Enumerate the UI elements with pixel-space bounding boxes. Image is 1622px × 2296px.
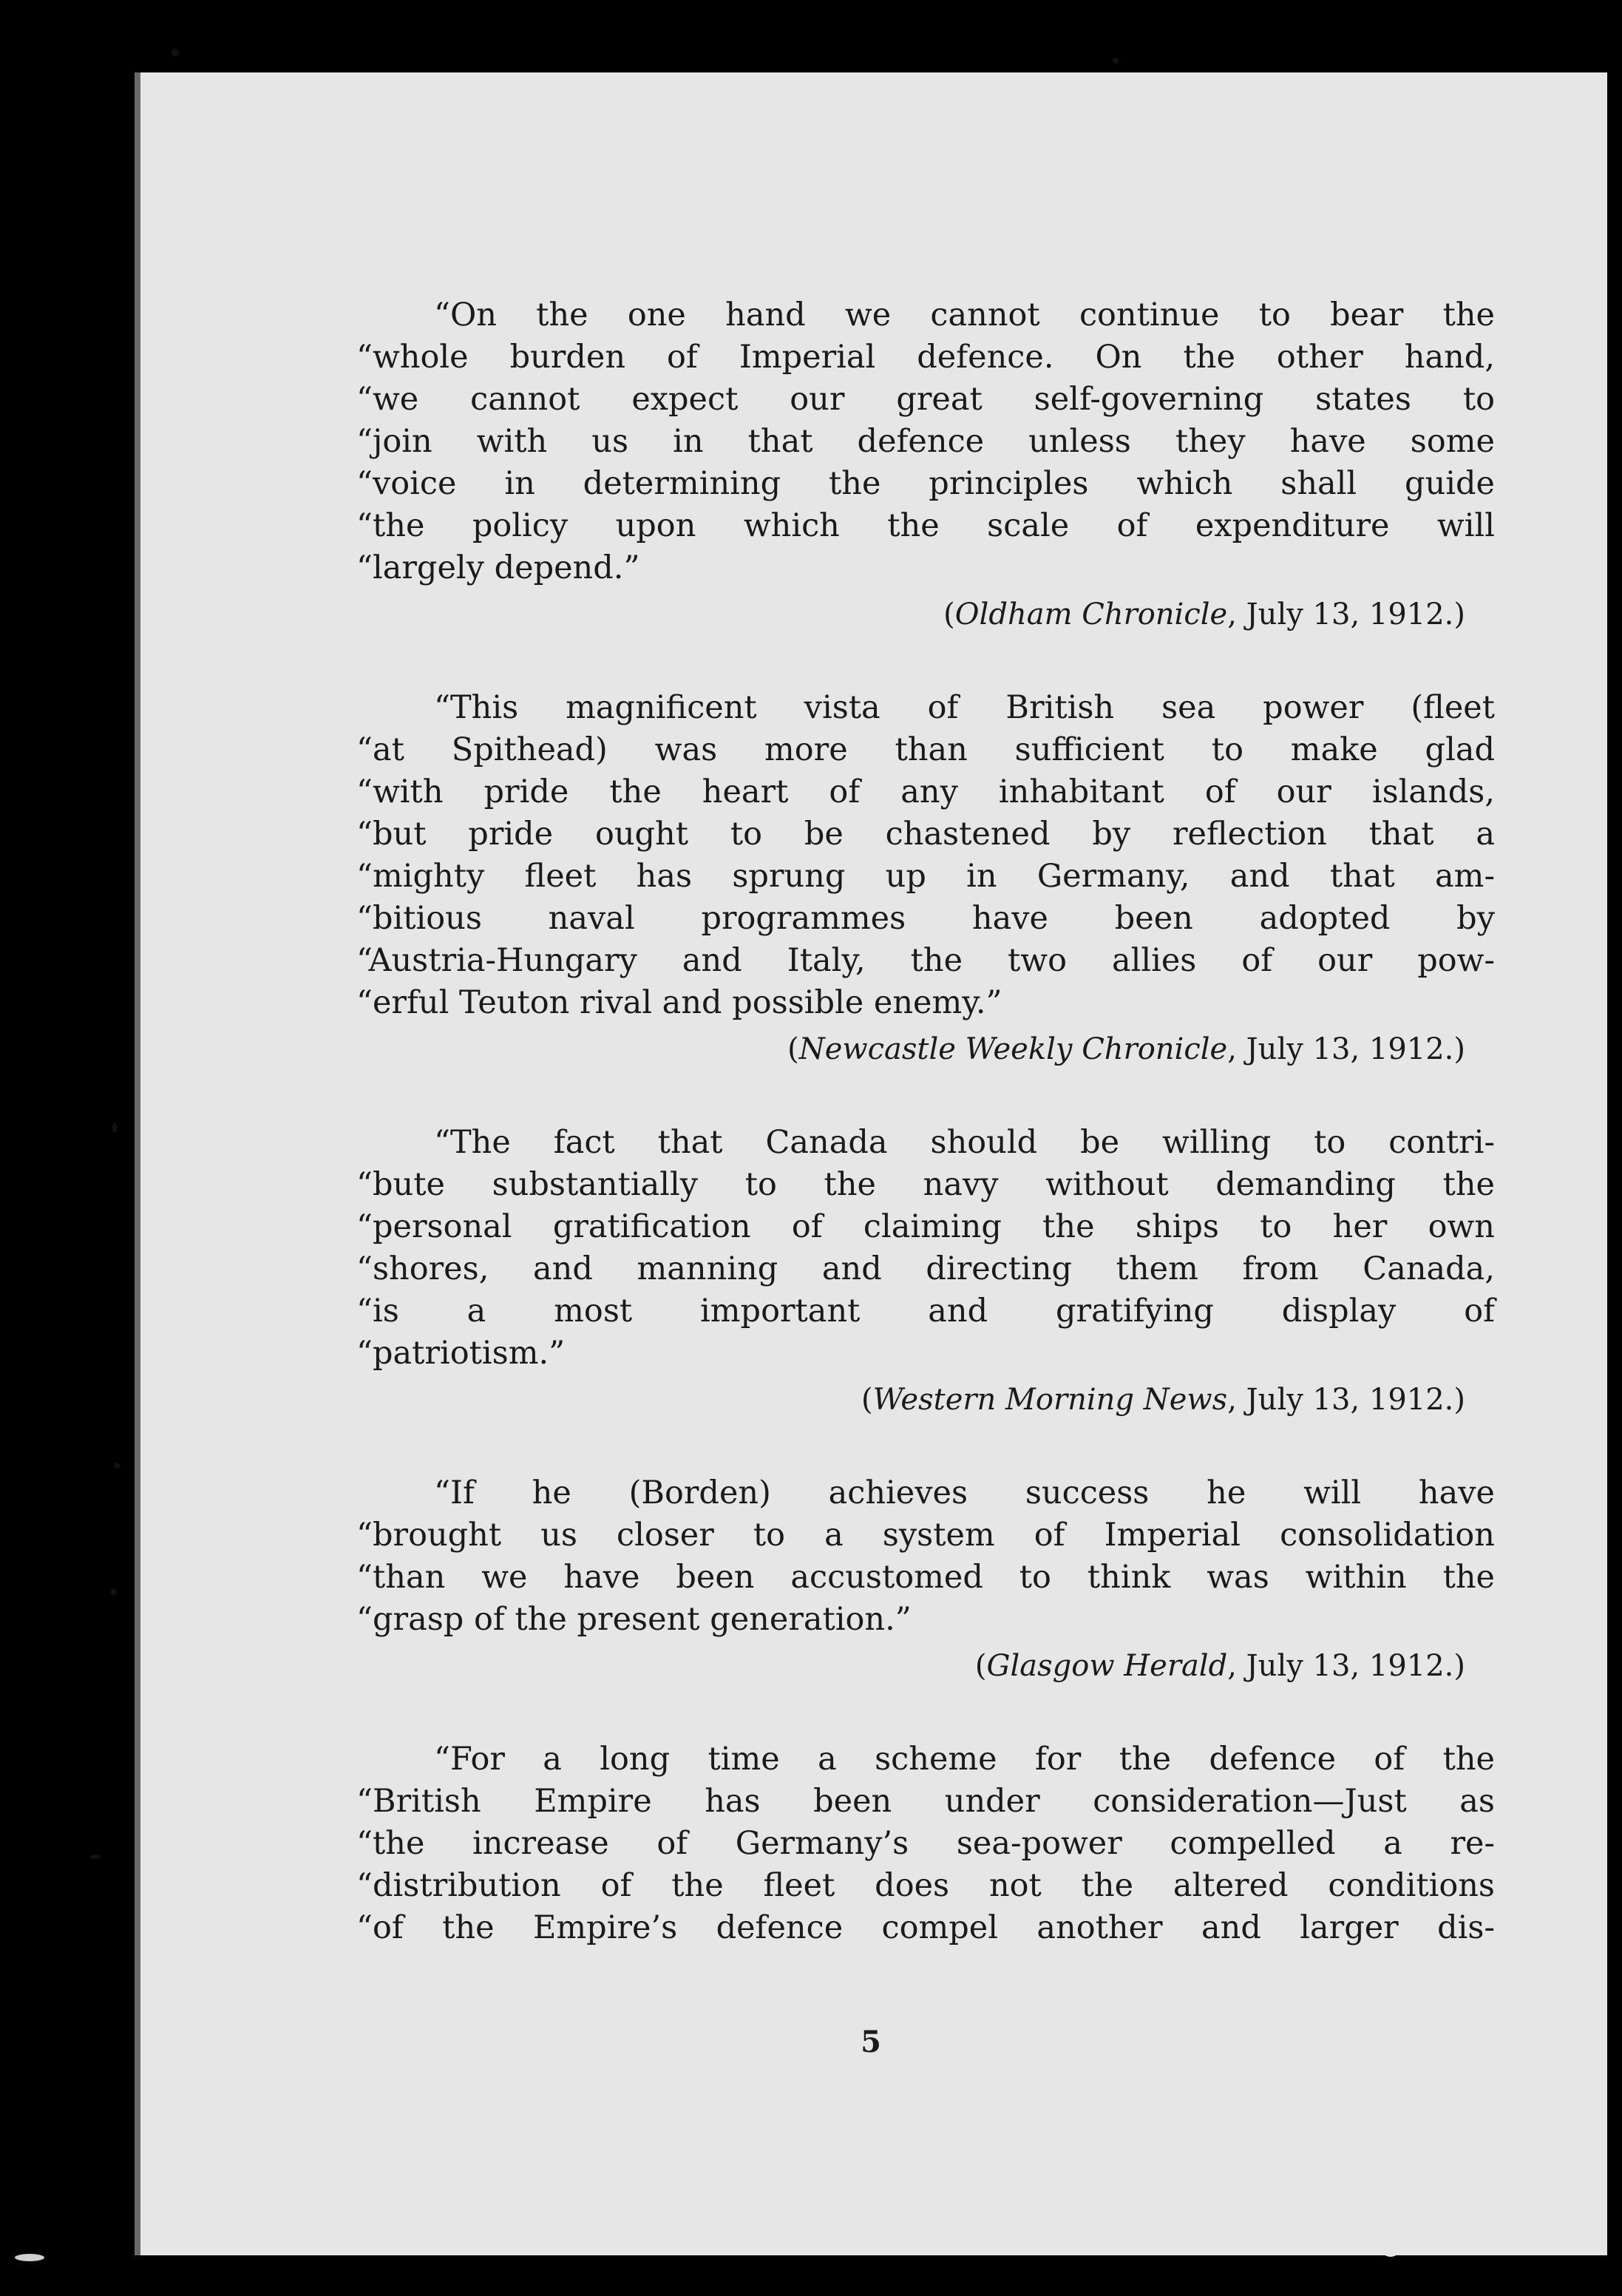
citation-source: Western Morning News (872, 1383, 1228, 1417)
quote-line: “Austria-Hungary and Italy, the two allies of our pow- (356, 942, 1495, 979)
scan-speck (1113, 58, 1119, 64)
quote-line: “patriotism.” (356, 1335, 566, 1372)
quote-line: “we cannot expect our great self-governing states to (356, 381, 1495, 418)
quote-citation: (Oldham Chronicle, July 13, 1912.) (943, 597, 1465, 631)
quote-line: “largely depend.” (356, 549, 640, 586)
quote-line: “voice in determining the principles which shall guide (356, 465, 1495, 502)
quote-line: “than we have been accustomed to think was within the (356, 1559, 1495, 1596)
quote-line: “shores, and manning and directing them from Canada, (356, 1250, 1495, 1287)
scan-speck (112, 1122, 117, 1133)
quote-citation: (Newcastle Weekly Chronicle, July 13, 1912.) (787, 1032, 1465, 1066)
quote-line: “the increase of Germany’s sea-power compelled a re- (356, 1825, 1495, 1862)
quote-line: “This magnificent vista of British sea power (fleet (434, 689, 1495, 726)
quote-line: “of the Empire’s defence compel another and larger dis- (356, 1909, 1495, 1946)
quote-line: “at Spithead) was more than sufficient to make glad (356, 731, 1495, 768)
page-number: 5 (861, 2025, 881, 2059)
quote-line: “is a most important and gratifying display of (356, 1293, 1495, 1330)
quote-line: “bute substantially to the navy without demanding the (356, 1166, 1495, 1203)
scan-speck (114, 1463, 120, 1469)
quote-line: “bitious naval programmes have been adopted by (356, 900, 1495, 937)
quote-oldham-chronicle (356, 294, 1495, 635)
quote-line: “whole burden of Imperial defence. On the other hand, (356, 339, 1495, 376)
page-gutter (135, 72, 140, 2255)
quotes-body (356, 294, 1495, 1949)
scan-speck (90, 1855, 101, 1859)
citation-date: July 13, 1912.) (1246, 1383, 1465, 1417)
citation-source: Oldham Chronicle (954, 597, 1228, 631)
quote-line: “mighty fleet has sprung up in Germany, and that am- (356, 858, 1495, 895)
citation-source: Glasgow Herald (986, 1649, 1228, 1683)
quote-line: “British Empire has been under consideration—Just as (356, 1783, 1495, 1820)
quote-line: “brought us closer to a system of Imperial consolidation (356, 1517, 1495, 1554)
quote-line: “The fact that Canada should be willing to contri- (434, 1124, 1495, 1161)
scan-speck (15, 2254, 44, 2261)
quote-line: “join with us in that defence unless they have some (356, 423, 1495, 460)
quote-line: “distribution of the fleet does not the altered conditions (356, 1867, 1495, 1904)
quote-line: “the policy upon which the scale of expenditure will (356, 507, 1495, 544)
quote-citation: (Western Morning News, July 13, 1912.) (861, 1383, 1465, 1417)
quote-newcastle-weekly-chronicle (356, 687, 1495, 1070)
scan-speck (111, 1588, 117, 1596)
quote-line: “On the one hand we cannot continue to bear the (434, 297, 1495, 333)
quote-line: “with pride the heart of any inhabitant of our islands, (356, 773, 1495, 810)
quote-line: “erful Teuton rival and possible enemy.” (356, 984, 1002, 1021)
scan-speck (172, 49, 179, 56)
citation-date: July 13, 1912.) (1246, 1032, 1465, 1066)
document-page (135, 72, 1607, 2255)
quote-continued (356, 1738, 1495, 1949)
scan-speck (1381, 2241, 1400, 2257)
quote-citation: (Glasgow Herald, July 13, 1912.) (974, 1649, 1465, 1683)
quote-glasgow-herald (356, 1472, 1495, 1687)
quote-line: “personal gratification of claiming the ships to her own (356, 1208, 1495, 1245)
citation-source: Newcastle Weekly Chronicle (798, 1032, 1228, 1066)
quote-western-morning-news (356, 1122, 1495, 1420)
quote-line: “but pride ought to be chastened by reflection that a (356, 816, 1495, 853)
quote-line: “For a long time a scheme for the defence of the (434, 1741, 1495, 1778)
quote-line: “If he (Borden) achieves success he will have (434, 1474, 1495, 1511)
citation-date: July 13, 1912.) (1246, 1649, 1465, 1683)
quote-line: “grasp of the present generation.” (356, 1601, 912, 1638)
citation-date: July 13, 1912.) (1246, 597, 1465, 631)
